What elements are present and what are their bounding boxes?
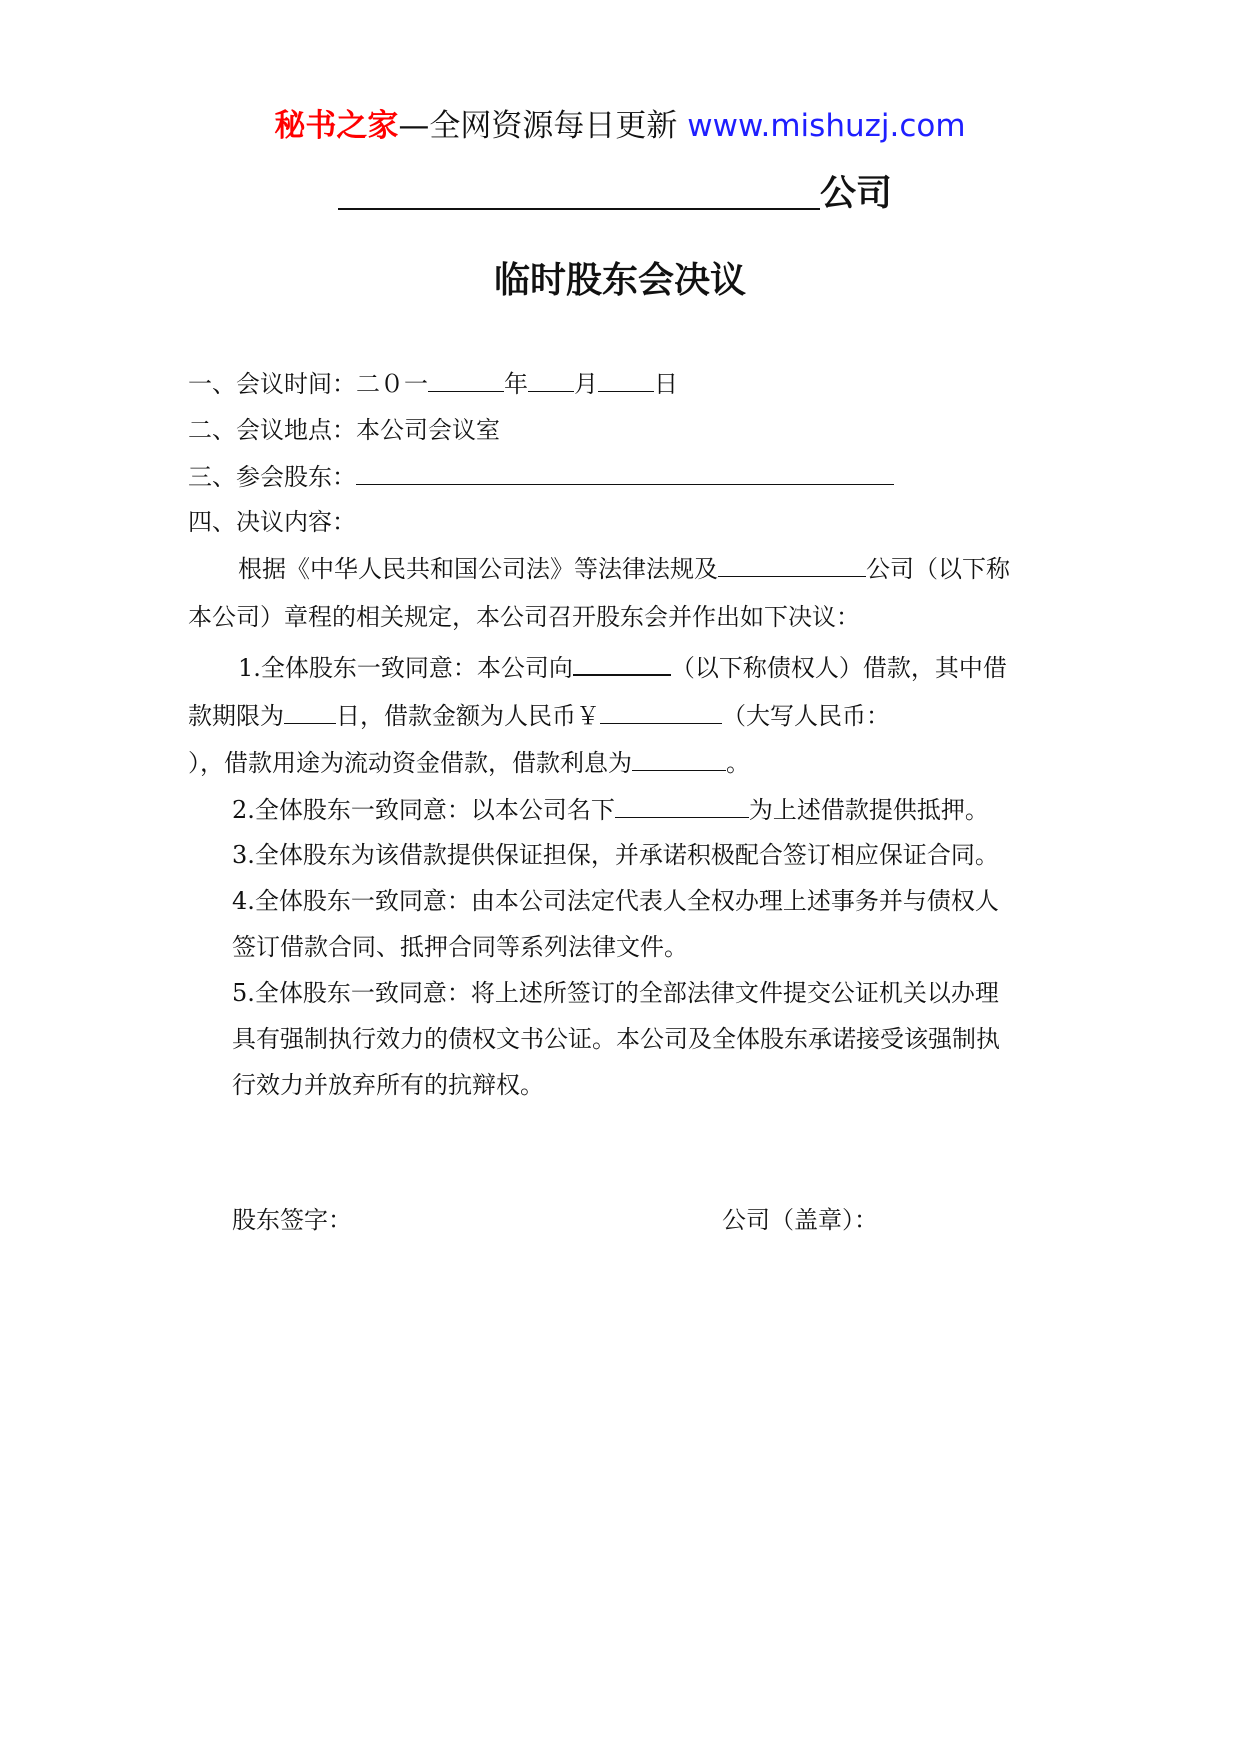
r2-text-a: 2.全体股东一致同意：以本公司名下	[232, 796, 615, 824]
r1-text-d: 日，借款金额为人民币￥	[336, 702, 600, 730]
attendees-blank	[356, 462, 894, 485]
r1-text-c: 款期限为	[188, 702, 284, 730]
term-blank	[284, 701, 336, 724]
year-blank	[428, 369, 504, 392]
year-label: 年	[504, 370, 528, 398]
resolution-1-line-3	[188, 748, 750, 777]
day-blank	[598, 369, 654, 392]
resolution-3-line: 3.全体股东为该借款提供保证担保，并承诺积极配合签订相应保证合同。	[232, 841, 999, 869]
company-suffix: 公司	[820, 173, 893, 214]
intro-text-a: 根据《中华人民共和国公司法》等法律法规及	[238, 555, 718, 583]
intro-line-2: 本公司）章程的相关规定，本公司召开股东会并作出如下决议：	[188, 603, 860, 631]
amount-blank	[600, 701, 722, 724]
attendees-line	[188, 462, 894, 491]
company-name-blank	[338, 172, 820, 210]
page-title: 临时股东会决议	[493, 260, 746, 301]
resolution-5-line-3: 行效力并放弃所有的抗辩权。	[232, 1071, 544, 1099]
tagline: —全网资源每日更新	[398, 108, 678, 144]
r1-text-b: （以下称债权人）借款，其中借	[670, 654, 1007, 682]
month-label: 月	[574, 370, 598, 398]
company-blank	[718, 554, 866, 577]
interest-blank	[632, 748, 726, 771]
resolution-1-line-2	[188, 701, 890, 730]
resolution-4-line-2: 签订借款合同、抵押合同等系列法律文件。	[232, 933, 688, 961]
resolution-content-label: 四、决议内容：	[188, 508, 356, 536]
r1-text-g: 。	[726, 749, 750, 777]
intro-line-1	[238, 554, 1010, 583]
r1-text-a: 1.全体股东一致同意：本公司向	[238, 654, 573, 682]
meeting-time-label: 一、会议时间：二０一	[188, 370, 428, 398]
intro-text-b: 公司（以下称	[866, 555, 1010, 583]
resolution-4-line-1: 4.全体股东一致同意：由本公司法定代表人全权办理上述事务并与债权人	[232, 887, 999, 915]
attendees-label: 三、参会股东：	[188, 463, 356, 491]
company-seal-label: 公司（盖章）：	[722, 1206, 878, 1234]
resolution-5-line-1: 5.全体股东一致同意：将上述所签订的全部法律文件提交公证机关以办理	[232, 979, 999, 1007]
brand-name: 秘书之家	[274, 108, 399, 144]
lender-blank	[573, 652, 671, 676]
collateral-blank	[615, 795, 749, 818]
company-name-line	[338, 165, 898, 216]
site-header	[0, 100, 1240, 145]
month-blank	[528, 369, 574, 392]
resolution-5-line-2: 具有强制执行效力的债权文书公证。本公司及全体股东承诺接受该强制执	[232, 1025, 1000, 1053]
r1-text-e: （大写人民币：	[722, 702, 890, 730]
resolution-1-line-1	[238, 652, 1007, 682]
shareholder-signature-label: 股东签字：	[232, 1206, 352, 1234]
r1-text-f: ），借款用途为流动资金借款，借款利息为	[188, 749, 632, 777]
meeting-place-line: 二、会议地点：本公司会议室	[188, 416, 500, 444]
resolution-2-line	[232, 795, 989, 824]
meeting-time-line	[188, 369, 678, 398]
r2-text-b: 为上述借款提供抵押。	[748, 796, 989, 824]
site-url: www.mishuzj.com	[687, 108, 966, 144]
day-label: 日	[654, 370, 678, 398]
